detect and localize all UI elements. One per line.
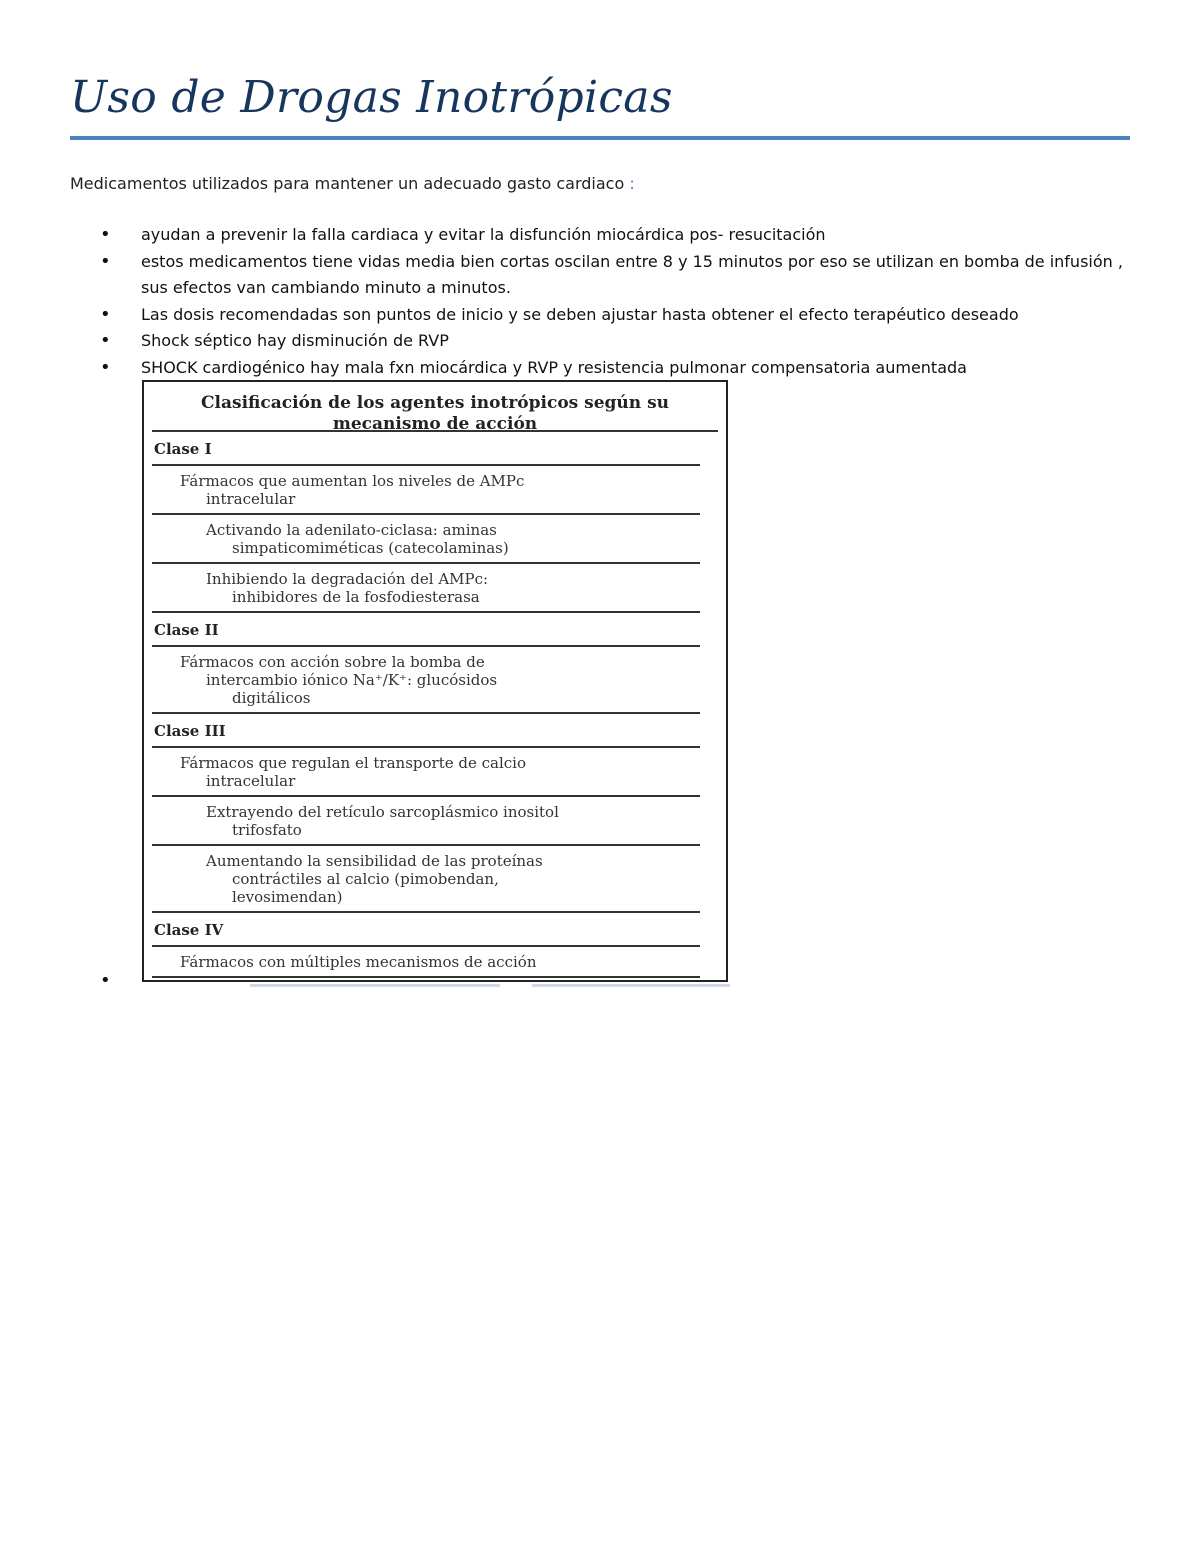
list-item: • SHOCK cardiogénico hay mala fxn miocárdica y RVP y resistencia pulmonar compensatoria aumentada	[100, 355, 1140, 382]
row-text: Fármacos con acción sobre la bomba de	[180, 653, 485, 671]
figure-row	[152, 748, 700, 797]
intro-paragraph	[70, 174, 635, 193]
class-heading: Clase III	[152, 714, 700, 748]
figure-table	[152, 432, 700, 978]
list-item: • ayudan a prevenir la falla cardiaca y evitar la disfunción miocárdica pos- resucitación	[100, 222, 1140, 249]
intro-text: Medicamentos utilizados para mantener un adecuado gasto cardiaco	[70, 174, 630, 193]
intro-colon: :	[629, 174, 635, 193]
row-text: levosimendan)	[232, 888, 343, 906]
row-text: intracelular	[206, 490, 296, 508]
figure-row	[152, 564, 700, 613]
row-text: Fármacos que aumentan los niveles de AMPc	[180, 472, 525, 490]
empty-bullet-icon: •	[100, 970, 111, 991]
row-text: Fármacos que regulan el transporte de calcio	[180, 754, 526, 772]
page-title: Uso de Drogas Inotrópicas	[70, 72, 673, 123]
figure-row	[152, 466, 700, 515]
row-text: simpaticomiméticas (catecolaminas)	[232, 539, 509, 557]
list-item: • estos medicamentos tiene vidas media bien cortas oscilan entre 8 y 15 minutos por eso se utilizan en bomba de infusión , sus efectos van cambiando minuto a minutos.	[100, 249, 1140, 302]
figure-selection-underline	[250, 984, 730, 987]
list-item: • Shock séptico hay disminución de RVP	[100, 328, 1140, 355]
class-heading: Clase I	[152, 432, 700, 466]
row-text: Activando la adenilato-ciclasa: aminas	[206, 521, 497, 539]
row-text: trifosfato	[232, 821, 302, 839]
row-text: Extrayendo del retículo sarcoplásmico inositol	[206, 803, 559, 821]
bullet-list	[100, 222, 1140, 381]
row-text: intercambio iónico Na⁺/K⁺: glucósidos	[206, 671, 498, 689]
row-text: Fármacos con múltiples mecanismos de acción	[180, 953, 537, 971]
class-heading: Clase II	[152, 613, 700, 647]
figure-row	[152, 647, 700, 714]
classification-figure	[142, 380, 728, 982]
figure-row	[152, 947, 700, 978]
figure-row	[152, 846, 700, 913]
title-underline	[70, 136, 1130, 140]
row-text: Aumentando la sensibilidad de las proteínas	[206, 852, 543, 870]
figure-title-line: Clasificación de los agentes inotrópicos según su	[201, 393, 669, 413]
list-item: • Las dosis recomendadas son puntos de inicio y se deben ajustar hasta obtener el efecto terapéutico deseado	[100, 302, 1140, 329]
row-text: intracelular	[206, 772, 296, 790]
row-text: inhibidores de la fosfodiesterasa	[232, 588, 480, 606]
figure-title	[152, 382, 718, 432]
row-text: Inhibiendo la degradación del AMPc:	[206, 570, 489, 588]
row-text: digitálicos	[232, 689, 311, 707]
class-heading: Clase IV	[152, 913, 700, 947]
figure-title-line: mecanismo de acción	[332, 414, 538, 434]
figure-row	[152, 515, 700, 564]
row-text: contráctiles al calcio (pimobendan,	[232, 870, 499, 888]
figure-row	[152, 797, 700, 846]
